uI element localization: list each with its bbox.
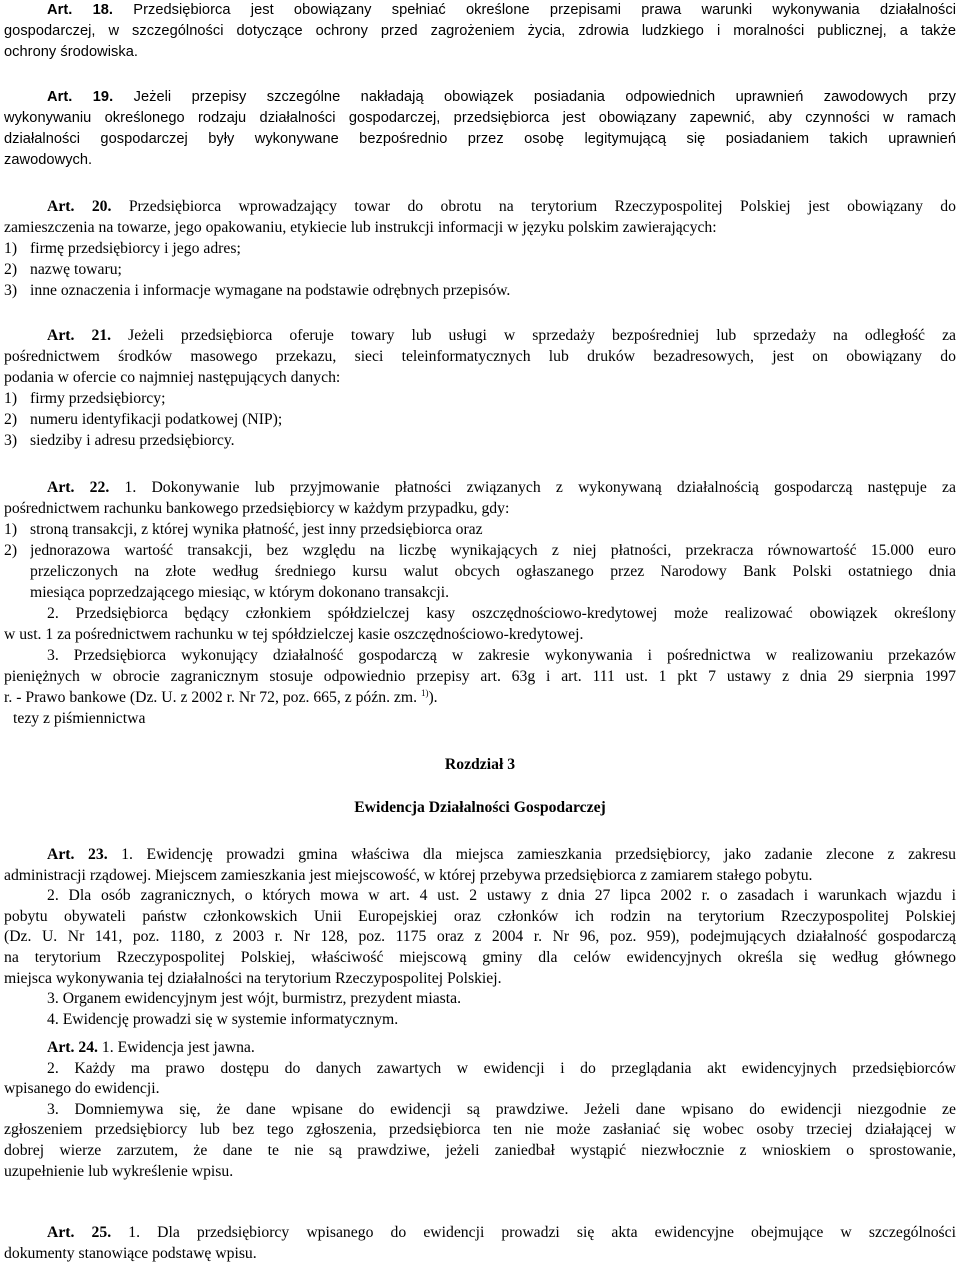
article-23 bbox=[4, 845, 956, 1030]
article-21-item-3: 3) siedziby i adresu przedsiębiorcy. bbox=[4, 432, 235, 449]
article-25-line-1: Art. 25. 1. Dla przedsiębiorcy wpisanego do ewidencji prowadzi się akta ewidencyjne obejmujące w szczególności bbox=[47, 1224, 956, 1241]
article-21 bbox=[4, 325, 956, 451]
article-22-label: Art. 22. bbox=[47, 479, 110, 496]
article-21-item-2: 2) numeru identyfikacji podatkowej (NIP); bbox=[4, 411, 283, 428]
article-22-item-1: 1) stroną transakcji, z której wynika płatność, jest inny przedsiębiorca oraz bbox=[4, 521, 483, 538]
article-23-para-4: 4. Ewidencję prowadzi się w systemie informatycznym. bbox=[47, 1010, 399, 1028]
article-23-para-2-line-1: 2. Dla osób zagranicznych, o których mowa w art. 4 ust. 2 ustawy z dnia 27 lipca 2002 r. o zasadach i warunkach wjazdu i bbox=[47, 887, 956, 905]
article-22-para-3-line-2: pieniężnych w obrocie zagranicznym stosuje odpowiednio przepisy art. 63g i art. 111 ust. 1 pkt 7 ustawy z dnia 29 sierpnia 1997 bbox=[4, 668, 956, 685]
article-22-para-3-line-3: r. - Prawo bankowe (Dz. U. z 2002 r. Nr 72, poz. 665, z późn. zm. $^{1)}$). bbox=[4, 688, 438, 706]
article-23-label: Art. 23. bbox=[47, 846, 108, 863]
article-20-label: Art. 20. bbox=[47, 198, 112, 215]
article-20-line-2: zamieszczenia na towarze, jego opakowaniu, etykiecie lub instrukcji informacji w języku polskim zawierających: bbox=[4, 219, 717, 236]
document-page bbox=[4, 0, 956, 1272]
article-25-label: Art. 25. bbox=[47, 1224, 112, 1241]
article-18-line-3: ochrony środowiska. bbox=[4, 44, 138, 60]
article-21-label: Art. 21. bbox=[47, 327, 112, 344]
article-19-line-4: zawodowych. bbox=[4, 152, 93, 168]
article-18-label: Art. 18. bbox=[47, 2, 114, 18]
article-24-para-1: Art. 24. 1. Ewidencja jest jawna. bbox=[47, 1039, 255, 1056]
article-21-item-1: 1) firmy przedsiębiorcy; bbox=[4, 390, 166, 407]
article-23-para-3: 3. Organem ewidencyjnym jest wójt, burmistrz, prezydent miasta. bbox=[47, 990, 462, 1008]
chapter-title: Ewidencja Działalności Gospodarczej bbox=[354, 799, 606, 816]
article-22 bbox=[4, 477, 956, 729]
article-23-para-2-line-4: na terytorium Rzeczypospolitej Polskiej, właściwość miejscową gminy dla celów ewidencyjnych określa się według głównego bbox=[4, 948, 956, 966]
article-21-line-2: pośrednictwem środków masowego przekazu, sieci teleinformatycznych lub druków bezadresowych, jest on obowiązany do bbox=[4, 348, 956, 365]
article-24-para-3-line-1: 3. Domniemywa się, że dane wpisane do ewidencji są prawdziwe. Jeżeli dane wpisano do ewidencji niezgodnie ze bbox=[47, 1100, 956, 1118]
article-24 bbox=[4, 1038, 956, 1182]
article-24-para-2-line-1: 2. Każdy ma prawo dostępu do danych zawartych w ewidencji i do przeglądania akt ewidencyjnych przedsiębiorców bbox=[47, 1059, 956, 1077]
article-25 bbox=[4, 1223, 956, 1264]
chapter-title-block bbox=[4, 797, 956, 818]
article-18-line-2: gospodarczej, w szczególności dotyczące ochrony przed zagrożeniem życia, zdrowia ludzkiego i moralności publicznej, a także bbox=[4, 23, 956, 39]
article-25-line-2: dokumenty stanowiące podstawę wpisu. bbox=[4, 1244, 257, 1262]
article-23-para-1-line-2: administracji rządowej. Miejscem zamieszkania jest miejscowość, w której przebywa przedsiębiorca z zamiarem stałego pobytu. bbox=[4, 866, 813, 884]
article-18 bbox=[4, 0, 956, 63]
article-19 bbox=[4, 87, 956, 171]
article-18-line-1: Art. 18. Przedsiębiorca jest obowiązany spełniać określone przepisami prawa warunki wykonywania działalności bbox=[47, 2, 956, 18]
article-22-item-2: 2) jednorazowa wartość transakcji, bez względu na liczbę wynikających z niej płatności, przekracza równowartość 15.000 euro przeliczonych na złote według średniego kursu walut obcych ogłaszanego przez Narodowy Bank Polski ostatniego dnia miesiąca poprzedzającego miesiąc, w którym dokonano transakcji. bbox=[4, 542, 956, 601]
article-24-para-3-line-3: dobrej wierze zarzutem, że dane te nie są prawdziwe, jeżeli zaniedbał wystąpić niezwłocznie z wnioskiem o sprostowanie, bbox=[4, 1141, 956, 1159]
article-20-item-1: 1) firmę przedsiębiorcy i jego adres; bbox=[4, 240, 241, 257]
article-19-label: Art. 19. bbox=[47, 89, 114, 105]
article-23-para-1-line-1: Art. 23. 1. Ewidencję prowadzi gmina właściwa dla miejsca zamieszkania przedsiębiorcy, jako zadanie zlecone z zakresu bbox=[47, 846, 956, 863]
article-24-para-3-line-2: zgłoszeniem przedsiębiorcy lub bez tego zgłoszenia, przedsiębiorca ten nie może zasłaniać się wobec osoby trzeciej działającej w bbox=[4, 1121, 956, 1139]
article-23-para-2-line-5: miejsca wykonywania tej działalności na terytorium Rzeczypospolitej Polskiej. bbox=[4, 969, 502, 987]
article-22-para-2-line-1: 2. Przedsiębiorca będący członkiem spółdzielczej kasy oszczędnościowo-kredytowej może realizować obowiązek określony bbox=[47, 605, 956, 622]
article-20-item-3: 3) inne oznaczenia i informacje wymagane na podstawie odrębnych przepisów. bbox=[4, 282, 511, 299]
article-21-line-3: podania w ofercie co najmniej następujących danych: bbox=[4, 369, 341, 386]
article-23-para-2-line-2: pobytu obywateli państw członkowskich Unii Europejskiej oraz członków ich rodzin na terytorium Rzeczypospolitej Polskiej bbox=[4, 907, 956, 925]
article-19-line-1: Art. 19. Jeżeli przepisy szczególne nakładają obowiązek posiadania odpowiednich uprawnień zawodowych przy bbox=[47, 89, 956, 105]
chapter-heading bbox=[4, 754, 956, 775]
article-21-line-1: Art. 21. Jeżeli przedsiębiorca oferuje towary lub usługi w sprzedaży bezpośredniej lub sprzedaży na odległość za bbox=[47, 327, 956, 344]
stray-note: tezy z piśmiennictwa bbox=[13, 710, 146, 727]
article-24-para-2-line-2: wpisanego do ewidencji. bbox=[4, 1080, 160, 1098]
article-22-para-1-line-2: pośrednictwem rachunku bankowego przedsiębiorcy w każdym przypadku, gdy: bbox=[4, 500, 510, 517]
article-22-para-2-line-2: w ust. 1 za pośrednictwem rachunku w tej spółdzielczej kasie oszczędnościowo-kredytowej. bbox=[4, 626, 584, 643]
article-19-line-3: działalności gospodarczej były wykonywane bezpośrednio przez osobę legitymującą się posiadaniem takich uprawnień bbox=[4, 131, 956, 147]
article-22-para-1-line-1: Art. 22. 1. Dokonywanie lub przyjmowanie płatności związanych z wykonywaną działalnością gospodarczą następuje za bbox=[47, 479, 956, 496]
article-20-item-2: 2) nazwę towaru; bbox=[4, 261, 122, 278]
article-22-para-3-line-1: 3. Przedsiębiorca wykonujący działalność gospodarczą w zakresie wykonywania i pośrednictwa w realizowaniu przekazów bbox=[47, 647, 956, 664]
article-24-label: Art. 24. bbox=[47, 1039, 98, 1056]
article-19-line-2: wykonywaniu określonego rodzaju działalności gospodarczej, przedsiębiorca jest obowiązany zapewnić, aby czynności w ramach bbox=[4, 110, 956, 126]
article-23-para-2-line-3: (Dz. U. Nr 141, poz. 1180, z 2003 r. Nr 128, poz. 1175 oraz z 2004 r. Nr 96, poz. 959), podejmujących działalność gospodarczą bbox=[4, 928, 956, 946]
footnote-marker: 1) bbox=[420, 688, 429, 698]
article-20-line-1: Art. 20. Przedsiębiorca wprowadzający towar do obrotu na terytorium Rzeczypospolitej Polskiej jest obowiązany do bbox=[47, 198, 956, 215]
article-24-para-3-line-4: uzupełnienie lub wykreślenie wpisu. bbox=[4, 1162, 234, 1180]
article-20 bbox=[4, 196, 956, 301]
chapter-number: Rozdział 3 bbox=[444, 756, 516, 773]
